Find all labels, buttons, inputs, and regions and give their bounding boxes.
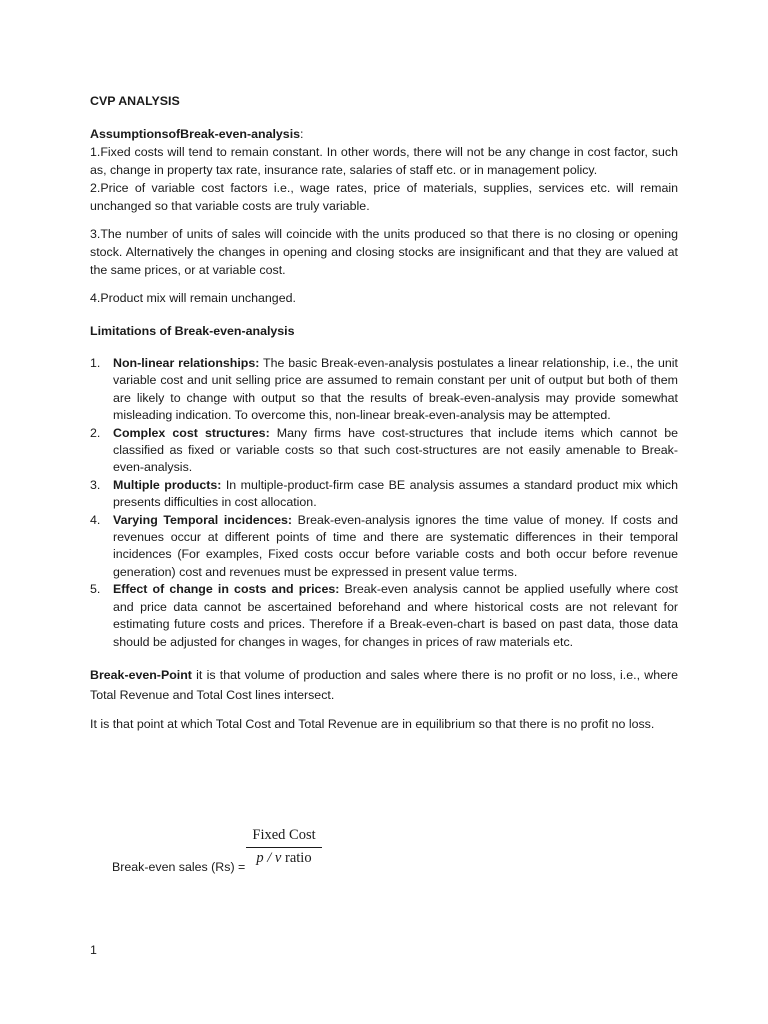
assumption-item-3: 3.The number of units of sales will coincide with the units produced so that there is no closing or opening stock. Alternatively the changes in opening and closing stocks are insignificant and that they are valued at the same prices, or at variable cost. xyxy=(90,227,678,277)
formula-denominator-variable: p / v xyxy=(256,850,282,866)
limitation-term: Complex cost structures: xyxy=(113,425,270,440)
limitation-item-5 xyxy=(90,581,678,651)
assumption-item-2: 2.Price of variable cost factors i.e., wage rates, price of materials, supplies, services etc. will remain unchanged so that variable costs are truly variable. xyxy=(90,181,678,213)
limitation-term: Non-linear relationships: xyxy=(113,356,260,370)
limitation-number: 1. xyxy=(90,356,101,370)
limitation-item-1 xyxy=(90,355,678,425)
equilibrium-statement: It is that point at which Total Cost and Total Revenue are in equilibrium so that there is no profit no loss. xyxy=(90,716,655,731)
limitation-number: 3. xyxy=(90,477,101,492)
assumptions-heading-text: AssumptionsofBreak-even-analysis xyxy=(90,127,301,141)
limitation-term: Multiple products: xyxy=(113,477,222,492)
assumption-item-1: 1.Fixed costs will tend to remain constant. In other words, there will not be any change in cost factor, such as, change in property tax rate, insurance rate, salaries of staff etc. or in management policy. xyxy=(90,145,678,177)
page-number: 1 xyxy=(90,943,97,957)
limitation-number: 4. xyxy=(90,512,101,527)
break-even-formula xyxy=(112,826,342,876)
break-even-point-text: it is that volume of production and sales where there is no profit or no loss, i.e., where Total Revenue and Total Cost lines intersect. xyxy=(90,667,678,702)
break-even-point-term: Break-even-Point xyxy=(90,667,192,682)
limitations-list xyxy=(90,355,678,651)
assumptions-heading xyxy=(90,125,678,143)
limitation-number: 2. xyxy=(90,425,101,440)
document-page xyxy=(90,92,678,733)
limitation-item-3 xyxy=(90,477,678,512)
formula-label: Break-even sales (Rs) = xyxy=(112,860,246,874)
assumption-item-4: 4.Product mix will remain unchanged. xyxy=(90,291,296,305)
limitation-text: The basic Break-even-analysis postulates a linear relationship, i.e., the unit variable cost and unit selling price are assumed to remain constant per unit of output but both of them are likely to change with output so that the results of break-even-analysis may provide somewhat misleading indication. To overcome this, non-linear break-even-analysis may be attempted. xyxy=(113,356,678,423)
limitation-text: Break-even-analysis ignores the time value of money. If costs and revenues occur at different points of time and there are systematic differences in their temporal incidences (For examples, Fixed costs occur before variable costs and both occur before revenue generation) cost and revenues must be expressed in present value terms. xyxy=(113,512,678,579)
page-title: CVP ANALYSIS xyxy=(90,94,180,108)
formula-denominator xyxy=(246,848,322,867)
formula-fraction xyxy=(246,826,322,867)
limitation-term: Effect of change in costs and prices: xyxy=(113,582,340,597)
formula-denominator-word: ratio xyxy=(281,850,312,866)
limitation-text: Many firms have cost-structures that include items which cannot be classified as fixed or variable costs so that such cost-structures are not easily amenable to Break-even-analysis. xyxy=(113,425,678,475)
limitation-number: 5. xyxy=(90,582,101,597)
limitation-text: Break-even analysis cannot be applied usefully where cost and price data cannot be ascertained beforehand and where historical costs are not relevant for estimating future costs and prices. Therefore if a Break-even-chart is based on past data, those data should be adjusted for changes in wages, for changes in prices of raw materials etc. xyxy=(113,582,678,649)
limitation-item-2 xyxy=(90,425,678,477)
formula-numerator: Fixed Cost xyxy=(246,826,322,848)
limitation-item-4 xyxy=(90,512,678,582)
limitations-heading: Limitations of Break-even-analysis xyxy=(90,324,295,338)
assumptions-heading-colon: : xyxy=(300,127,304,141)
break-even-point-definition xyxy=(90,665,678,705)
limitation-term: Varying Temporal incidences: xyxy=(113,512,293,527)
limitation-text: In multiple-product-firm case BE analysis assumes a standard product mix which presents difficulties in cost allocation. xyxy=(113,477,678,510)
